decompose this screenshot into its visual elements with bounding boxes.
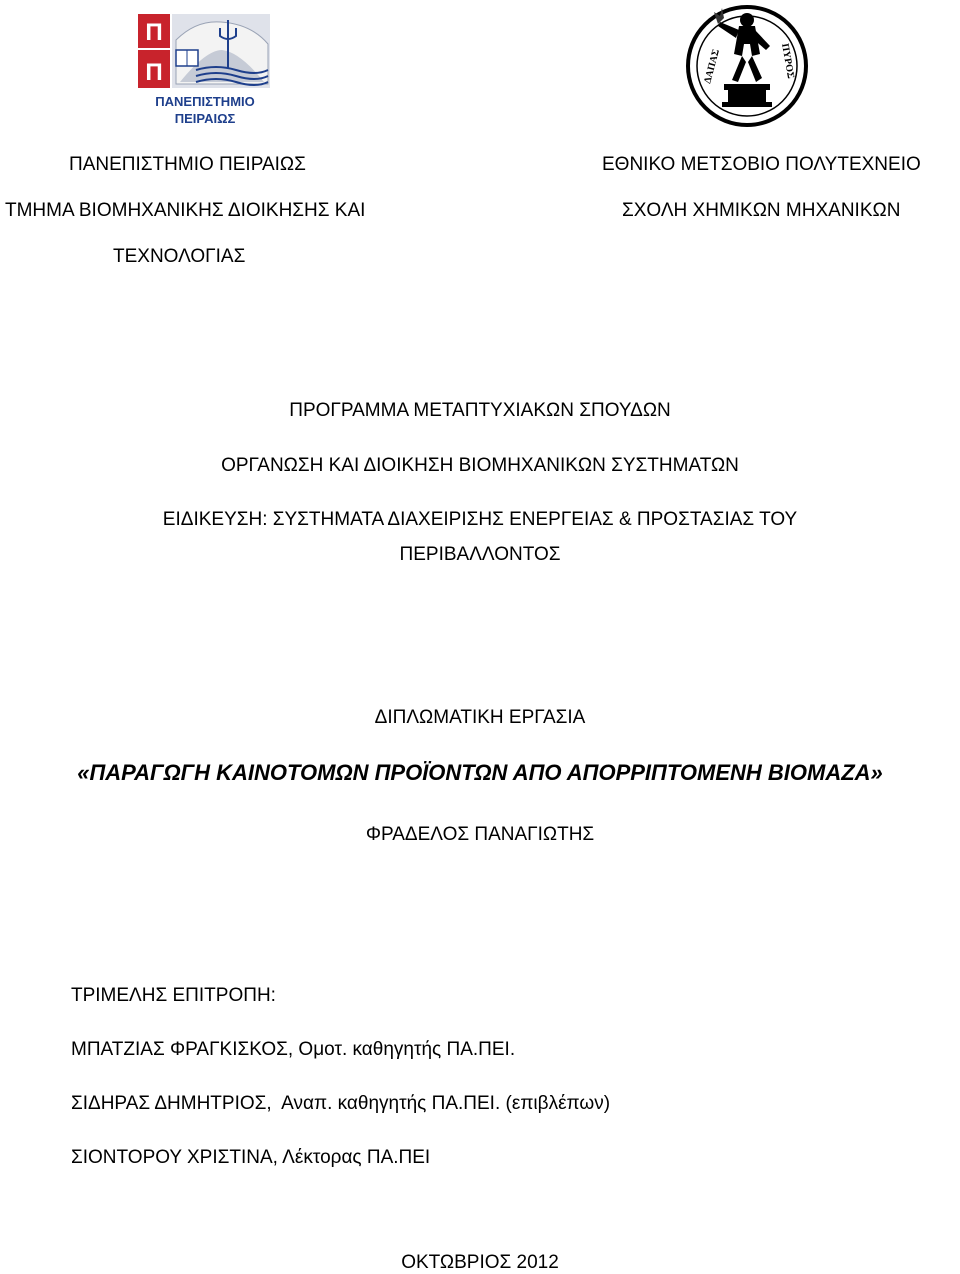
- ntua-seal-graphic: [684, 4, 810, 128]
- ntua-seal: [684, 4, 810, 128]
- program-specialization-cont: ΠΕΡΙΒΑΛΛΟΝΤΟΣ: [399, 544, 561, 565]
- logo-text-line1: ΠΑΝΕΠΙΣΤΗΜΙΟ: [155, 94, 255, 109]
- header-department-line2: ΤΕΧΝΟΛΟΓΙΑΣ: [113, 246, 246, 267]
- logo-monogram-bottom: Π: [145, 59, 163, 86]
- committee-member: ΣΙΟΝΤΟΡΟΥ ΧΡΙΣΤΙΝΑ, Λέκτορας ΠΑ.ΠΕΙ: [71, 1147, 431, 1168]
- logo-monogram-top: Π: [145, 19, 163, 46]
- seal-text-left: ΔΑΠΑΣ: [702, 48, 722, 85]
- program-specialization: ΕΙΔΙΚΕΥΣΗ: ΣΥΣΤΗΜΑΤΑ ΔΙΑΧΕΙΡΙΣΗΣ ΕΝΕΡΓΕΙΑΣ & ΠΡΟΣΤΑΣΙΑΣ ΤΟΥ: [162, 509, 798, 530]
- committee-heading: ΤΡΙΜΕΛΗΣ ΕΠΙΤΡΟΠΗ:: [71, 985, 276, 1006]
- university-logo-graphic: [136, 10, 274, 130]
- committee-member: ΣΙΔΗΡΑΣ ΔΗΜΗΤΡΙΟΣ, Αναπ. καθηγητής ΠΑ.ΠΕΙ. (επιβλέπων): [71, 1093, 611, 1114]
- document-date: ΟΚΤΩΒΡΙΟΣ 2012: [401, 1252, 559, 1273]
- header-school-name: ΣΧΟΛΗ ΧΗΜΙΚΩΝ ΜΗΧΑΝΙΚΩΝ: [622, 200, 901, 221]
- thesis-author: ΦΡΑΔΕΛΟΣ ΠΑΝΑΓΙΩΤΗΣ: [365, 824, 595, 845]
- seal-text-right: ΠΥΡΟΣ: [779, 42, 797, 80]
- committee-member: ΜΠΑΤΖΙΑΣ ΦΡΑΓΚΙΣΚΟΣ, Ομοτ. καθηγητής ΠΑ.ΠΕΙ.: [71, 1039, 516, 1060]
- header-polytechnic-name: ΕΘΝΙΚΟ ΜΕΤΣΟΒΙΟ ΠΟΛΥΤΕΧΝΕΙΟ: [602, 154, 921, 175]
- university-of-piraeus-logo: [136, 10, 274, 130]
- program-title: ΠΡΟΓΡΑΜΜΑ ΜΕΤΑΠΤΥΧΙΑΚΩΝ ΣΠΟΥΔΩΝ: [289, 400, 671, 421]
- header-department-line1: ΤΜΗΜΑ ΒΙΟΜΗΧΑΝΙΚΗΣ ΔΙΟΙΚΗΣΗΣ ΚΑΙ: [5, 200, 366, 221]
- thesis-title: «ΠΑΡΑΓΩΓΗ ΚΑΙΝΟΤΟΜΩΝ ΠΡΟΪΟΝΤΩΝ ΑΠΟ ΑΠΟΡΡΙΠΤΟΜΕΝΗ ΒΙΟΜΑΖΑ»: [77, 760, 883, 785]
- thesis-type: ΔΙΠΛΩΜΑΤΙΚΗ ΕΡΓΑΣΙΑ: [374, 707, 586, 728]
- logo-text-line2: ΠΕΙΡΑΙΩΣ: [174, 111, 236, 126]
- header-university-name: ΠΑΝΕΠΙΣΤΗΜΙΟ ΠΕΙΡΑΙΩΣ: [69, 154, 306, 175]
- program-name: ΟΡΓΑΝΩΣΗ ΚΑΙ ΔΙΟΙΚΗΣΗ ΒΙΟΜΗΧΑΝΙΚΩΝ ΣΥΣΤΗΜΑΤΩΝ: [221, 455, 739, 476]
